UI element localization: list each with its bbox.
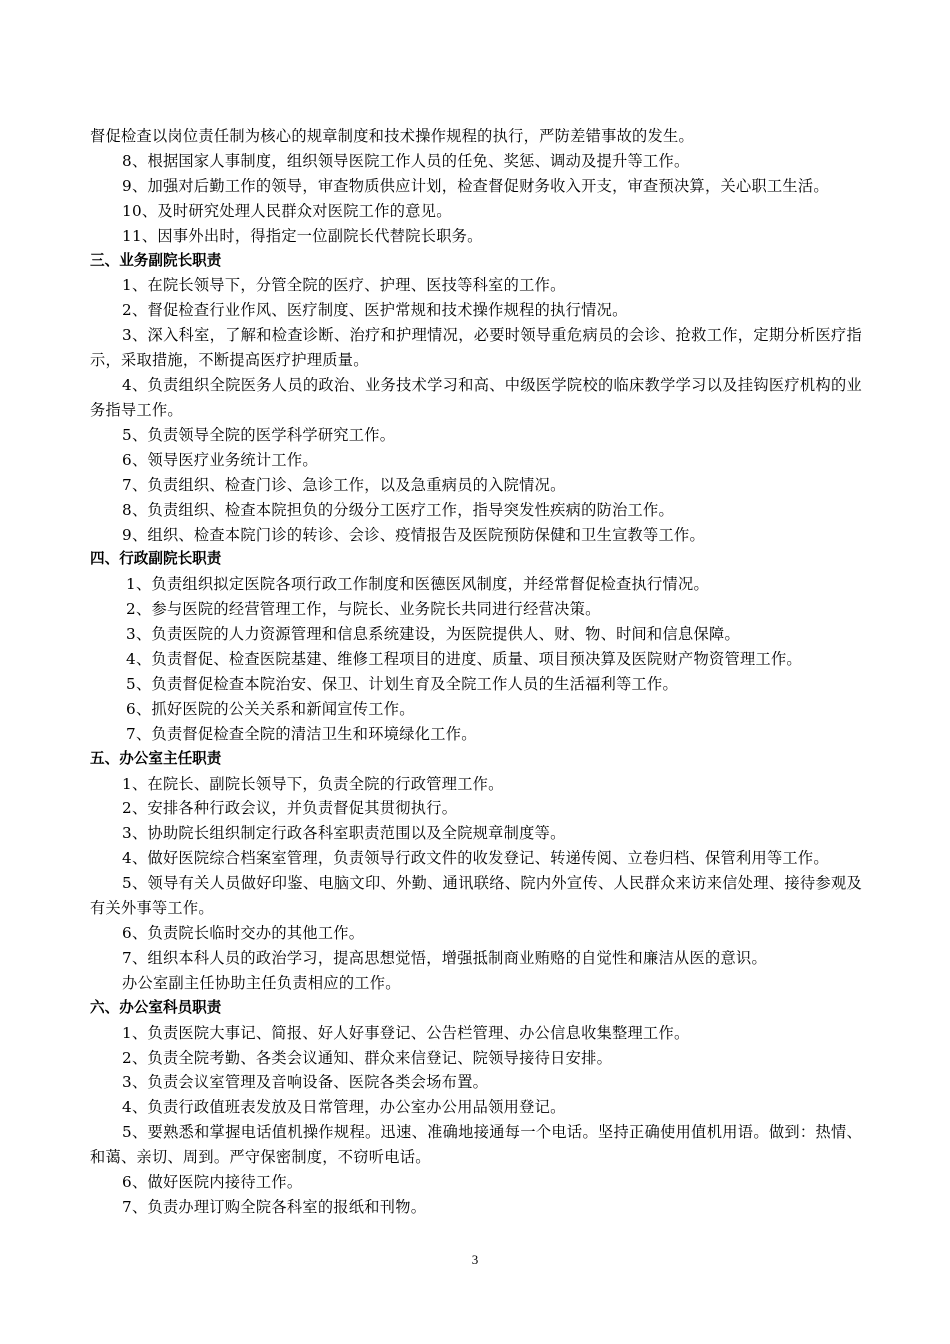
list-item: 3、协助院长组织制定行政各科室职责范围以及全院规章制度等。 [122, 824, 566, 843]
list-item: 9、组织、检查本院门诊的转诊、会诊、疫情报告及医院预防保健和卫生宣教等工作。 [122, 525, 705, 544]
list-item: 1、在院长、副院长领导下，负责全院的行政管理工作。 [122, 774, 504, 793]
list-item: 7、负责督促检查全院的清洁卫生和环境绿化工作。 [126, 724, 477, 743]
list-item: 4、负责组织全院医务人员的政治、业务技术学习和高、中级医学院校的临床教学学习以及挂钩医疗机构的业务指导工作。 [90, 376, 862, 419]
list-item: 2、参与医院的经营管理工作，与院长、业务院长共同进行经营决策。 [126, 600, 601, 619]
list-item: 3、深入科室，了解和检查诊断、治疗和护理情况，必要时领导重危病员的会诊、抢救工作，定期分析医疗指示，采取措施，不断提高医疗护理质量。 [90, 326, 862, 370]
list-item: 8、负责组织、检查本院担负的分级分工医疗工作，指导突发性疾病的防治工作。 [122, 500, 675, 519]
section-heading: 五、办公室主任职责 [90, 749, 222, 767]
list-item: 2、负责全院考勤、各类会议通知、群众来信登记、院领导接待日安排。 [122, 1048, 613, 1067]
list-item: 6、抓好医院的公关关系和新闻宣传工作。 [126, 699, 415, 718]
page-number: 3 [471, 1252, 479, 1267]
paragraph-continuation: 督促检查以岗位责任制为核心的规章制度和技术操作规程的执行，严防差错事故的发生。 [90, 127, 695, 145]
list-item: 5、要熟悉和掌握电话值机操作规程。迅速、准确地接通每一个电话。坚持正确使用值机用语。做到：热情、和蔼、亲切、周到。严守保密制度，不窃听电话。 [90, 1123, 862, 1167]
list-item: 1、负责组织拟定医院各项行政工作制度和医德医风制度，并经常督促检查执行情况。 [126, 575, 709, 594]
list-item: 办公室副主任协助主任负责相应的工作。 [122, 973, 401, 992]
list-item: 5、负责督促检查本院治安、保卫、计划生育及全院工作人员的生活福利等工作。 [126, 674, 679, 693]
list-item: 2、督促检查行业作风、医疗制度、医护常规和技术操作规程的执行情况。 [122, 301, 628, 320]
list-item: 11、因事外出时，得指定一位副院长代替院长职务。 [122, 226, 483, 245]
list-item: 5、负责领导全院的医学科学研究工作。 [122, 425, 396, 444]
list-item: 3、负责医院的人力资源管理和信息系统建设，为医院提供人、财、物、时间和信息保障。 [126, 625, 740, 644]
list-item: 4、负责督促、检查医院基建、维修工程项目的进度、质量、项目预决算及医院财产物资管理工作。 [126, 650, 802, 669]
list-item: 9、加强对后勤工作的领导，审查物质供应计划，检查督促财务收入开支，审查预决算，关心职工生活。 [122, 176, 829, 195]
list-item: 7、负责办理订购全院各科室的报纸和刊物。 [122, 1197, 427, 1216]
list-item: 1、负责医院大事记、简报、好人好事登记、公告栏管理、办公信息收集整理工作。 [122, 1023, 690, 1042]
list-item: 6、领导医疗业务统计工作。 [122, 450, 318, 469]
section-heading: 四、行政副院长职责 [90, 550, 222, 568]
list-item: 8、根据国家人事制度，组织领导医院工作人员的任免、奖惩、调动及提升等工作。 [122, 151, 690, 170]
list-item: 4、负责行政值班表发放及日常管理，办公室办公用品领用登记。 [122, 1098, 566, 1117]
list-item: 6、做好医院内接待工作。 [122, 1173, 303, 1192]
section-heading: 三、业务副院长职责 [90, 251, 222, 269]
list-item: 1、在院长领导下，分管全院的医疗、护理、医技等科室的工作。 [122, 276, 566, 295]
list-item: 10、及时研究处理人民群众对医院工作的意见。 [122, 201, 452, 220]
list-item: 7、负责组织、检查门诊、急诊工作，以及急重病员的入院情况。 [122, 475, 566, 494]
section-heading: 六、办公室科员职责 [90, 998, 222, 1016]
list-item: 3、负责会议室管理及音响设备、医院各类会场布置。 [122, 1073, 489, 1092]
list-item: 5、领导有关人员做好印鉴、电脑文印、外勤、通讯联络、院内外宣传、人民群众来访来信处理、接待参观及有关外事等工作。 [90, 874, 862, 918]
list-item: 6、负责院长临时交办的其他工作。 [122, 924, 365, 942]
list-item: 2、安排各种行政会议，并负责督促其贯彻执行。 [122, 799, 458, 818]
list-item: 7、组织本科人员的政治学习，提高思想觉悟，增强抵制商业贿赂的自觉性和廉洁从医的意识。 [122, 948, 767, 967]
document-body [90, 124, 862, 1220]
list-item: 4、做好医院综合档案室管理，负责领导行政文件的收发登记、转递传阅、立卷归档、保管利用等工作。 [122, 849, 829, 868]
